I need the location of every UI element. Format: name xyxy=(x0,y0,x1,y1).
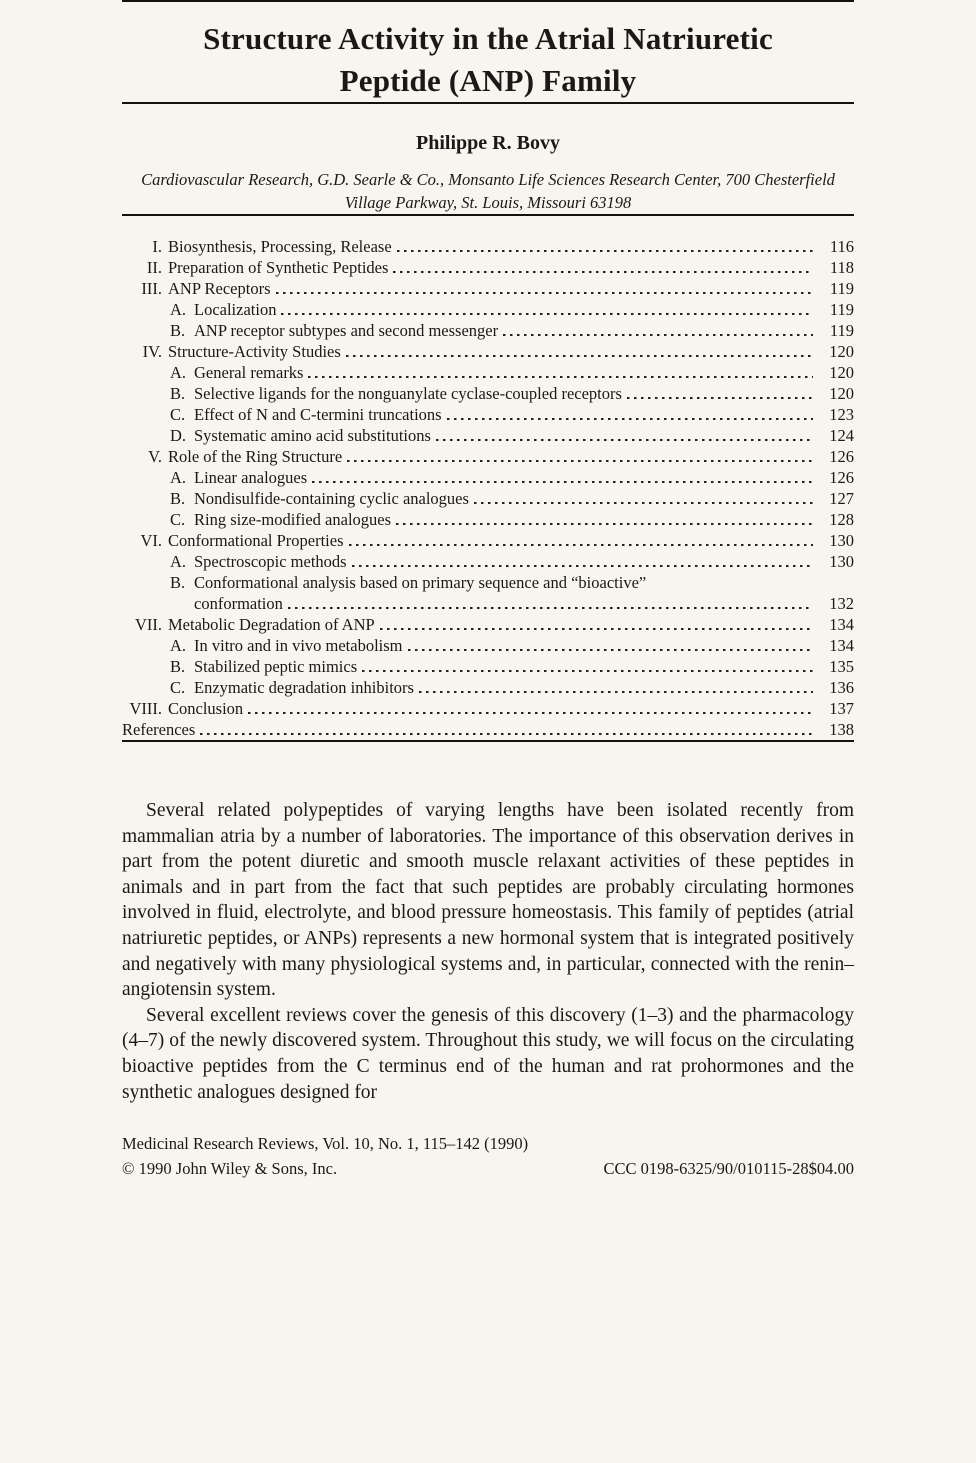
toc-entry-numeral: B. xyxy=(170,573,186,592)
toc-page-number: 127 xyxy=(829,489,854,508)
body-paragraph: Several excellent reviews cover the genesis of this discovery (1–3) and the pharmacology (4–7) of the newly discovered system. Throughout this study, we will focus on the circulating bioactive peptides from the C terminus end of the human and rat prohormones and the synthetic analogues designed for xyxy=(122,1004,854,1103)
toc-entry-title: ANP receptor subtypes and second messenger xyxy=(194,321,499,340)
toc-entry-title: Preparation of Synthetic Peptides xyxy=(168,258,389,277)
toc-entry-numeral: C. xyxy=(170,405,186,424)
toc-entry-title: Systematic amino acid substitutions xyxy=(194,426,431,445)
copyright-notice: © 1990 John Wiley & Sons, Inc. xyxy=(122,1159,338,1179)
toc-entry xyxy=(122,488,854,509)
toc-entry-title: In vitro and in vivo metabolism xyxy=(194,636,403,655)
toc-entry-title: Nondisulfide-containing cyclic analogues xyxy=(194,489,469,508)
toc-page-number: 123 xyxy=(829,405,854,424)
toc-entry-title: Structure-Activity Studies xyxy=(168,342,341,361)
toc-entry-title: Effect of N and C-termini truncations xyxy=(194,405,442,424)
toc-entry-title: Enzymatic degradation inhibitors xyxy=(194,678,414,697)
toc-leader-dots xyxy=(305,362,816,383)
toc-entry-title: ANP Receptors xyxy=(168,279,271,298)
toc-page-number: 118 xyxy=(829,258,854,277)
toc-entry-numeral: B. xyxy=(170,384,186,403)
toc-entry xyxy=(122,341,854,362)
toc-page-number: 138 xyxy=(829,720,854,739)
toc-page-number: 132 xyxy=(829,594,854,613)
toc-page-number: 124 xyxy=(829,426,854,445)
toc-leader-dots xyxy=(393,509,816,530)
toc-entry-title: Stabilized peptic mimics xyxy=(194,657,358,676)
ccc-code: CCC 0198-6325/90/010115-28$04.00 xyxy=(603,1159,854,1179)
toc-entry-title: Selective ligands for the nonguanylate cyclase-coupled receptors xyxy=(194,384,622,403)
toc-entry-title: Role of the Ring Structure xyxy=(168,447,343,466)
toc-entry-numeral: VI. xyxy=(140,531,162,550)
toc-leader-dots xyxy=(500,320,816,341)
toc-leader-dots xyxy=(273,278,817,299)
toc-entry-numeral: A. xyxy=(170,552,187,571)
toc-entry xyxy=(122,257,854,278)
toc-entry-title: conformation xyxy=(194,594,283,613)
toc-entry-numeral: IV. xyxy=(142,342,162,361)
toc-leader-dots xyxy=(344,446,816,467)
toc-entry-numeral: B. xyxy=(170,657,186,676)
toc-entry-numeral: D. xyxy=(170,426,187,445)
toc-entry xyxy=(122,635,854,656)
title-divider-rule xyxy=(122,102,854,104)
toc-entry-title: Spectroscopic methods xyxy=(194,552,347,571)
toc-leader-dots xyxy=(405,635,816,656)
toc-divider-rule xyxy=(122,740,854,742)
toc-entry-numeral: VII. xyxy=(134,615,162,634)
toc-entry xyxy=(122,320,854,341)
toc-entry xyxy=(122,698,854,719)
toc-entry-title: Linear analogues xyxy=(194,468,308,487)
toc-entry xyxy=(122,236,854,257)
toc-page-number: 134 xyxy=(829,615,854,634)
affiliation-line2: Village Parkway, St. Louis, Missouri 63198 xyxy=(344,193,632,212)
toc-leader-dots xyxy=(390,257,816,278)
body-paragraph: Several related polypeptides of varying lengths have been isolated recently from mammalian atria by a number of laboratories. The importance of this observation derives in part from the potent diuretic and smooth muscle relaxant activities of these peptides in animals and in part from the fact that such peptides are probably circulating hormones involved in fluid, electrolyte, and blood pressure homeostasis. This family of peptides (atrial natriuretic peptides, or ANPs) represents a new hormonal system that is integrated positively and negatively with many physiological systems and, in particular, connected with the renin–angiotensin system. xyxy=(122,800,854,1001)
toc-entry xyxy=(122,551,854,572)
toc-entry-numeral: A. xyxy=(170,636,187,655)
toc-entry xyxy=(122,467,854,488)
footer-second-line xyxy=(122,1156,854,1181)
toc-entry-title: Conformational Properties xyxy=(168,531,344,550)
toc-entry-numeral: C. xyxy=(170,510,186,529)
toc-entry-title: Ring size-modified analogues xyxy=(194,510,392,529)
toc-entry-numeral: V. xyxy=(148,447,162,466)
toc-page-number: 126 xyxy=(829,447,854,466)
toc-leader-dots xyxy=(309,467,816,488)
toc-page-number: 120 xyxy=(829,384,854,403)
toc-leader-dots xyxy=(197,719,816,740)
toc-entry xyxy=(122,404,854,425)
toc-page-number: 130 xyxy=(829,552,854,571)
toc-entry-title: References xyxy=(122,720,196,739)
toc-entry-numeral: A. xyxy=(170,468,187,487)
footer xyxy=(122,1131,854,1181)
toc-entry xyxy=(122,530,854,551)
toc-entry-numeral: A. xyxy=(170,300,187,319)
page-title-line2: Peptide (ANP) Family xyxy=(339,63,637,98)
toc-page-number: 136 xyxy=(829,678,854,697)
toc-entry xyxy=(122,614,854,635)
toc-leader-dots xyxy=(245,698,816,719)
toc-leader-dots xyxy=(394,236,816,257)
toc-entry-numeral: VIII. xyxy=(129,699,162,718)
toc-page-number: 119 xyxy=(829,300,854,319)
toc-leader-dots xyxy=(285,593,816,614)
toc-leader-dots xyxy=(416,677,816,698)
toc-entry xyxy=(122,425,854,446)
toc-leader-dots xyxy=(346,530,816,551)
affiliation-divider-rule xyxy=(122,214,854,216)
page-title-line1: Structure Activity in the Atrial Natriuretic xyxy=(203,21,773,56)
toc-entry-numeral: III. xyxy=(141,279,162,298)
toc-entry-title: General remarks xyxy=(194,363,304,382)
toc-page-number: 135 xyxy=(829,657,854,676)
toc-entry-title: Conformational analysis based on primary sequence and “bioactive” xyxy=(194,573,647,592)
toc-page-number: 137 xyxy=(829,699,854,718)
toc-entry xyxy=(122,572,854,593)
toc-leader-dots xyxy=(377,614,816,635)
affiliation-line1: Cardiovascular Research, G.D. Searle & Co., Monsanto Life Sciences Research Center, 700 Chesterfield xyxy=(141,170,835,189)
toc-entry xyxy=(122,593,854,614)
toc-entry-title: Metabolic Degradation of ANP xyxy=(168,615,375,634)
toc-entry-numeral: II. xyxy=(146,258,162,277)
toc-leader-dots xyxy=(433,425,816,446)
body-text xyxy=(122,798,854,1105)
toc-entry xyxy=(122,719,854,740)
top-rule xyxy=(122,0,854,2)
toc-entry-numeral: A. xyxy=(170,363,187,382)
toc-page-number: 119 xyxy=(829,321,854,340)
toc-leader-dots xyxy=(349,551,816,572)
author-name: Philippe R. Bovy xyxy=(416,132,560,154)
page-title xyxy=(122,18,854,102)
toc-page-number: 119 xyxy=(829,279,854,298)
toc-entry xyxy=(122,509,854,530)
toc-entry xyxy=(122,383,854,404)
toc-entry-numeral: B. xyxy=(170,321,186,340)
toc-entry xyxy=(122,299,854,320)
toc-entry xyxy=(122,362,854,383)
toc-page-number: 130 xyxy=(829,531,854,550)
toc-entry-title: Localization xyxy=(194,300,277,319)
toc-page-number: 126 xyxy=(829,468,854,487)
toc-page-number: 120 xyxy=(829,342,854,361)
toc-entry xyxy=(122,278,854,299)
toc-leader-dots xyxy=(471,488,816,509)
toc-page-number: 120 xyxy=(829,363,854,382)
toc-leader-dots xyxy=(343,341,816,362)
toc-entry-title: Biosynthesis, Processing, Release xyxy=(168,237,392,256)
toc-leader-dots xyxy=(624,383,816,404)
toc-leader-dots xyxy=(444,404,816,425)
toc-entry xyxy=(122,446,854,467)
toc-leader-dots xyxy=(359,656,816,677)
toc-page-number: 116 xyxy=(829,237,854,256)
toc-entry xyxy=(122,656,854,677)
table-of-contents xyxy=(122,236,854,740)
toc-page-number: 128 xyxy=(829,510,854,529)
journal-citation: Medicinal Research Reviews, Vol. 10, No. 1, 115–142 (1990) xyxy=(122,1134,529,1154)
toc-entry-title: Conclusion xyxy=(168,699,244,718)
toc-page-number: 134 xyxy=(829,636,854,655)
toc-leader-dots xyxy=(278,299,816,320)
toc-entry-numeral: C. xyxy=(170,678,186,697)
toc-entry-numeral: B. xyxy=(170,489,186,508)
author-affiliation xyxy=(122,168,854,214)
toc-leader-dots xyxy=(648,572,816,593)
toc-entry-numeral: I. xyxy=(152,237,162,256)
toc-entry xyxy=(122,677,854,698)
